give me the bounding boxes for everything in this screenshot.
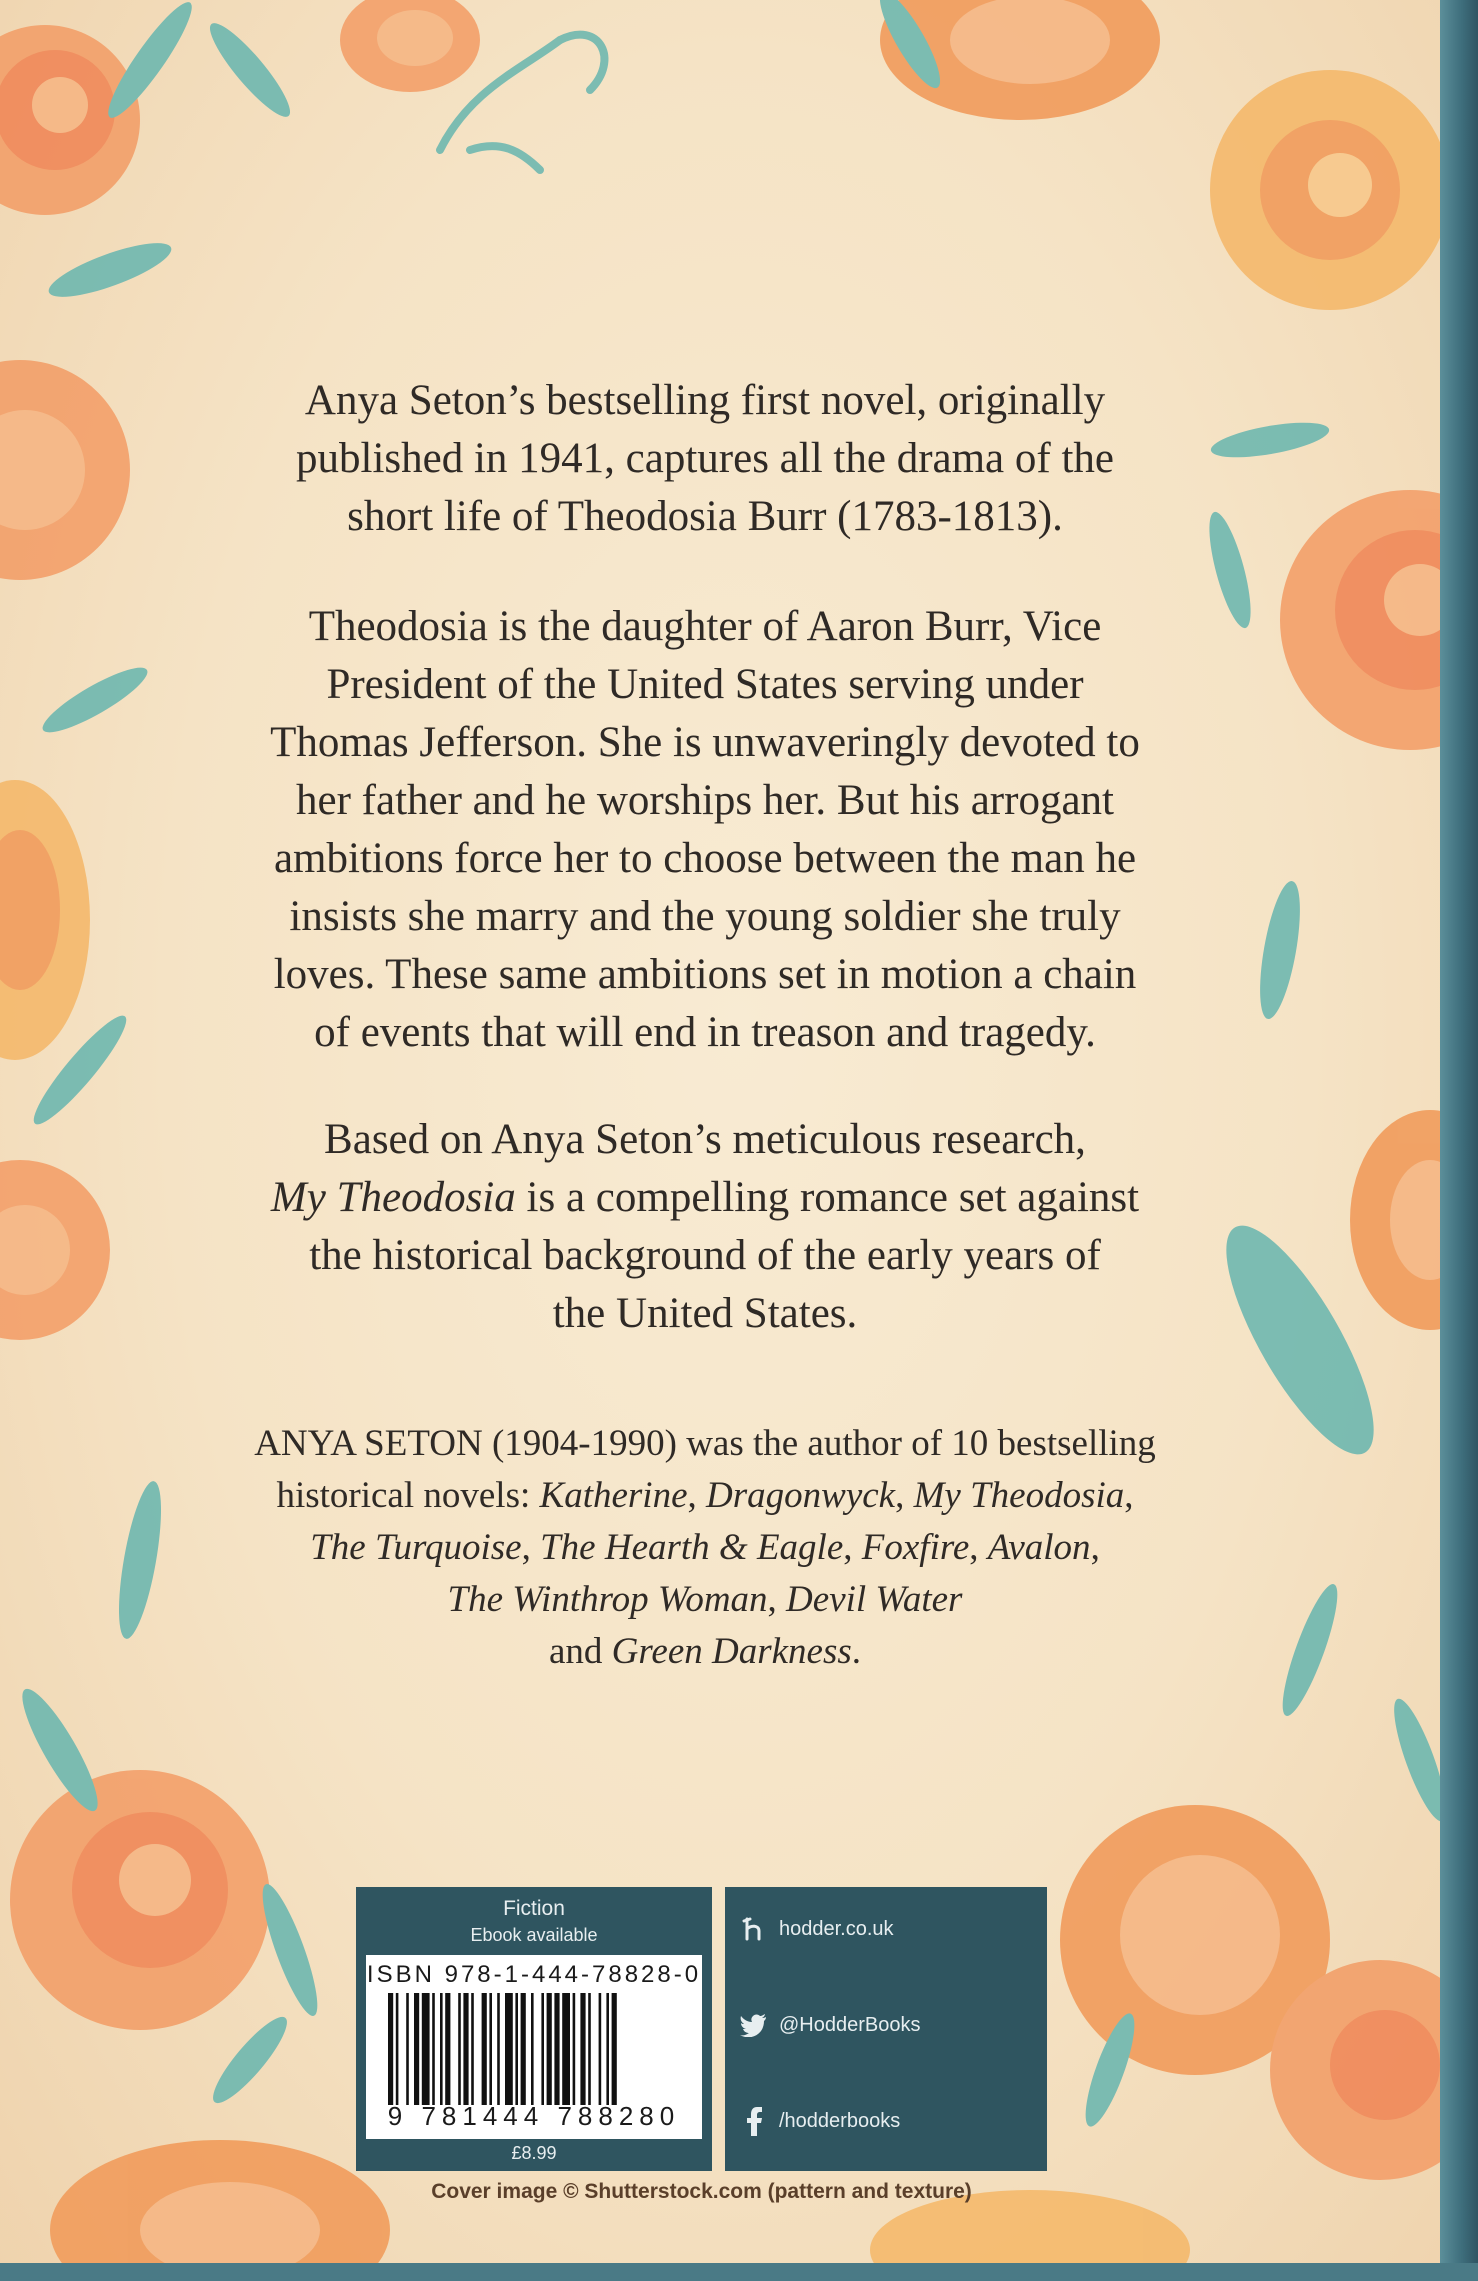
novel-title: Foxfire (861, 1527, 970, 1568)
website-row[interactable] (739, 1909, 894, 1949)
author-bio (180, 1418, 1230, 1678)
blurb-line: ambitions force her to choose between the man he (273, 835, 1137, 882)
bio-separator: , (521, 1527, 541, 1568)
blurb-line: Theodosia is the daughter of Aaron Burr, Vice (308, 603, 1102, 650)
rose-decoration-top-center (340, 0, 480, 92)
hodder-logo-icon (739, 1914, 769, 1944)
twitter-handle[interactable]: @HodderBooks (779, 2013, 921, 2036)
bio-separator: , (767, 1579, 787, 1620)
novel-title: Katherine (539, 1475, 688, 1516)
spine-edge-band (1440, 0, 1478, 2281)
bio-separator: , (1124, 1475, 1134, 1516)
bio-separator: , (895, 1475, 914, 1516)
ebook-availability: Ebook available (470, 1925, 598, 1945)
twitter-row[interactable] (739, 2005, 920, 2045)
blurb-line: Anya Seton’s bestselling first novel, originally (304, 377, 1106, 424)
isbn-number: ISBN 978-1-444-78828-0 (366, 1961, 702, 1988)
book-title: My Theodosia (270, 1174, 516, 1221)
bio-separator: , (687, 1475, 707, 1516)
novel-title: My Theodosia (913, 1475, 1125, 1516)
blurb-line: the historical background of the early years of (309, 1232, 1101, 1279)
rose-decoration-left-middle (0, 360, 130, 1340)
blurb-line: insists she marry and the young soldier she truly (289, 893, 1121, 940)
blurb-line: her father and he worships her. But his arrogant (296, 777, 1114, 824)
barcode-bars (388, 1993, 684, 2105)
blurb-line: Based on Anya Seton’s meticulous research, (324, 1116, 1086, 1163)
facebook-icon (739, 2106, 769, 2136)
cover-image-credit: Cover image © Shutterstock.com (pattern and texture) (431, 2180, 972, 2203)
novel-title: Dragonwyck (706, 1475, 896, 1516)
genre-label: Fiction (503, 1897, 565, 1920)
bio-end: . (851, 1631, 862, 1672)
blurb-line: published in 1941, captures all the drama of the (296, 435, 1114, 482)
twitter-bird-icon (739, 2010, 769, 2040)
website-link[interactable]: hodder.co.uk (779, 1917, 894, 1940)
blurb-line: short life of Theodosia Burr (1783-1813). (347, 493, 1063, 540)
bio-separator: , (1090, 1527, 1100, 1568)
blurb-line: the United States. (552, 1290, 858, 1337)
bio-separator: , (969, 1527, 988, 1568)
rose-decoration-top-left (0, 25, 140, 215)
bio-lead: historical novels: (276, 1475, 540, 1516)
novel-title: Avalon (987, 1527, 1091, 1568)
facebook-row[interactable] (739, 2101, 900, 2141)
blurb-line: loves. These same ambitions set in motion a chain (273, 951, 1137, 998)
rose-decoration-top-right (880, 0, 1450, 310)
facebook-page[interactable]: /hodderbooks (779, 2109, 901, 2132)
blurb-paragraph-3 (180, 1111, 1230, 1343)
bio-and: and (548, 1631, 612, 1672)
novel-title: The Hearth & Eagle (540, 1527, 844, 1568)
bio-intro: ANYA SETON (1904-1990) was the author of 10 bestselling (254, 1423, 1156, 1464)
blurb-line: Thomas Jefferson. She is unwaveringly devoted to (270, 719, 1140, 766)
price-label: £8.99 (511, 2143, 557, 2163)
blurb-paragraph-2 (180, 598, 1230, 1062)
bio-separator: , (843, 1527, 862, 1568)
bottom-edge-band (0, 2263, 1478, 2281)
publisher-social-panel (725, 1887, 1047, 2171)
barcode-digits: 9 781444 788280 (387, 2101, 681, 2131)
barcode-box (366, 1955, 702, 2139)
novel-title: Green Darkness (611, 1631, 852, 1672)
novel-title: The Winthrop Woman (447, 1579, 768, 1620)
blurb-paragraph-1 (180, 372, 1230, 546)
blurb-line: of events that will end in treason and tragedy. (314, 1009, 1096, 1056)
barcode-panel (356, 1887, 712, 2171)
novel-title: Devil Water (786, 1579, 963, 1620)
blurb-line: is a compelling romance set against (515, 1174, 1140, 1221)
blurb-line: President of the United States serving under (326, 661, 1084, 708)
novel-title: The Turquoise (310, 1527, 522, 1568)
